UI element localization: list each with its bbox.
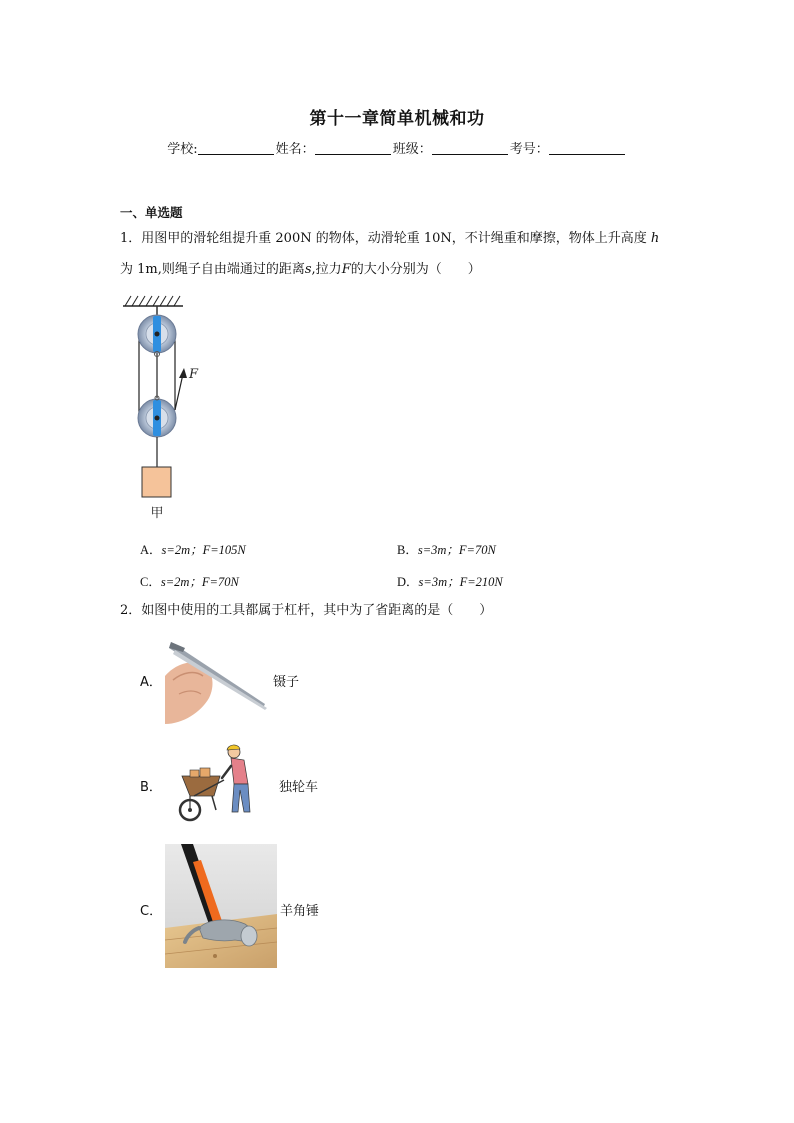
wheelbarrow-caption: 独轮车 — [279, 780, 319, 795]
option-letter: A． — [140, 543, 162, 557]
load-block — [142, 467, 171, 497]
option-F: F=70N — [458, 543, 496, 557]
option-s: s=2m； — [160, 575, 202, 589]
page-title: 第十一章简单机械和功 — [309, 109, 485, 129]
option-s: s=3m； — [418, 575, 460, 589]
q1-line2-c: 的大小分别为（ ） — [350, 262, 481, 277]
q1-var-h: h — [650, 231, 660, 246]
ceiling-hatch — [123, 296, 183, 306]
wheelbarrow-illustration — [176, 744, 262, 824]
pulley-system-figure — [115, 290, 215, 525]
option-letter: D． — [397, 575, 419, 589]
school-label: 学校: — [167, 142, 198, 157]
q1-var-s: s — [304, 262, 312, 277]
q2-stem: 2．如图中使用的工具都属于杠杆，其中为了省距离的是（ ） — [120, 603, 493, 618]
section-heading: 一、单选题 — [120, 205, 183, 220]
q1-line1-text: 1．用图甲的滑轮组提升重 200N 的物体，动滑轮重 10N，不计绳重和摩擦，物体上升高度 — [120, 231, 647, 246]
option-s: s=2m； — [161, 543, 203, 557]
tweezers-photo — [165, 636, 269, 724]
name-label: 姓名： — [275, 142, 315, 157]
force-arrow-head — [179, 368, 187, 378]
name-blank[interactable] — [315, 142, 391, 155]
fixed-pulley — [138, 315, 176, 357]
class-label: 班级： — [392, 142, 432, 157]
q1-line2-a: 为 1m,则绳子自由端通过的距离 — [120, 262, 305, 277]
claw-hammer-caption: 羊角锤 — [280, 904, 320, 919]
q1-line2-b: ,拉力 — [311, 262, 342, 277]
option-F: F=105N — [202, 543, 246, 557]
student-info-line — [0, 138, 794, 157]
class-blank[interactable] — [432, 142, 508, 155]
q1-option-d[interactable] — [397, 572, 503, 590]
figure-caption: 甲 — [150, 506, 164, 521]
q1-option-a[interactable] — [140, 540, 246, 558]
q1-var-F: F — [341, 262, 351, 277]
q1-stem-line2 — [120, 257, 481, 283]
school-blank[interactable] — [198, 142, 274, 155]
q1-stem-line1 — [120, 226, 659, 252]
claw-hammer-photo — [165, 844, 277, 968]
free-end-rope — [175, 374, 183, 410]
exam-no-blank[interactable] — [549, 142, 625, 155]
moving-pulley — [138, 396, 176, 437]
q1-option-b[interactable] — [397, 540, 496, 558]
tweezers-caption: 镊子 — [273, 675, 300, 690]
force-label: F — [189, 367, 199, 382]
option-letter: C． — [140, 575, 161, 589]
exam-no-label: 考号： — [509, 142, 549, 157]
q2-option-c-letter[interactable]: C． — [140, 904, 163, 919]
q1-option-c[interactable] — [140, 572, 239, 590]
option-F: F=70N — [201, 575, 239, 589]
q2-option-b-letter[interactable]: B． — [140, 780, 162, 795]
option-letter: B． — [397, 543, 418, 557]
q2-option-a-letter[interactable]: A． — [140, 675, 162, 690]
option-s: s=3m； — [417, 543, 459, 557]
option-F: F=210N — [459, 575, 503, 589]
